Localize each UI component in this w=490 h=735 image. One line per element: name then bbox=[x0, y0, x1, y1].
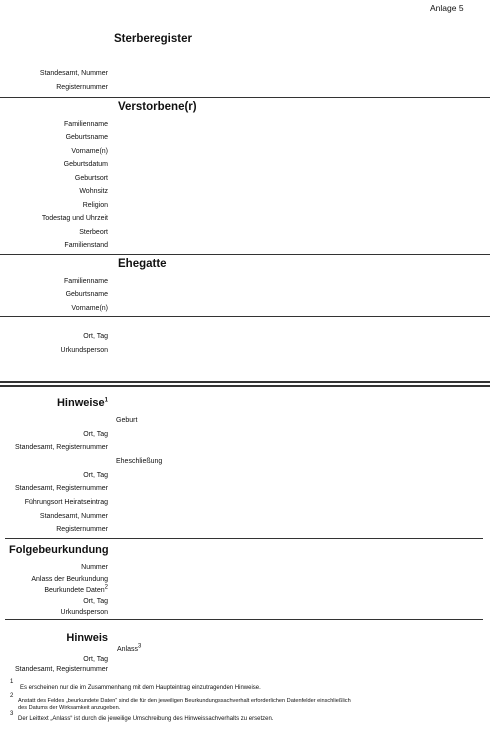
section-verstorbene-heading: Verstorbene(r) bbox=[118, 101, 197, 113]
field-urkundsperson: Urkundsperson bbox=[60, 347, 108, 354]
divider bbox=[0, 316, 490, 317]
field-standesamt-nummer: Standesamt, Nummer bbox=[39, 70, 108, 77]
divider bbox=[0, 97, 490, 98]
hinweise-ehe-label: Eheschließung bbox=[116, 458, 163, 465]
footnote-1-text: Es erscheinen nur die im Zusammenhang mit dem Haupteintrag einzutragenden Hinweise. bbox=[20, 685, 261, 691]
anlage-label: Anlage 5 bbox=[430, 3, 464, 13]
field-hinweis-standesamt: Standesamt, Registernummer bbox=[15, 666, 108, 673]
field-folge-ort-tag: Ort, Tag bbox=[83, 598, 108, 605]
field-ort-tag: Ort, Tag bbox=[83, 333, 108, 340]
hinweise-heading-text: Hinweise bbox=[56, 397, 105, 409]
field-familienstand: Familienstand bbox=[64, 242, 108, 249]
field-ehegatte-familienname: Familienname bbox=[64, 278, 108, 285]
footnote-2-text-line2: des Datums der Wirksamkeit anzugeben. bbox=[18, 705, 121, 711]
section-ehegatte-heading: Ehegatte bbox=[118, 258, 167, 270]
field-ehegatte-geburtsname: Geburtsname bbox=[65, 291, 108, 298]
field-folge-daten bbox=[44, 584, 108, 595]
field-folge-nummer: Nummer bbox=[81, 564, 108, 571]
footnote-2-number: 2 bbox=[10, 693, 14, 699]
footnote-2-text-line1: Anstatt des Feldes „beurkundete Daten“ sind die für den jeweiligen Beurkundungssachverhalt erforderlichen Datenfelder einschließlich bbox=[18, 698, 351, 704]
field-geburtsort: Geburtsort bbox=[74, 175, 108, 182]
field-folge-urkundsperson: Urkundsperson bbox=[60, 609, 108, 616]
field-religion: Religion bbox=[82, 202, 108, 209]
field-ehe-standesamt-registernummer: Standesamt, Registernummer bbox=[15, 485, 108, 492]
field-geburtsname: Geburtsname bbox=[65, 134, 108, 141]
double-divider-top bbox=[0, 381, 490, 383]
footnote-1-number: 1 bbox=[10, 679, 14, 685]
divider bbox=[5, 619, 483, 620]
field-wohnsitz: Wohnsitz bbox=[79, 188, 108, 195]
field-ehe-ort-tag: Ort, Tag bbox=[83, 472, 108, 479]
folge-daten-text: Beurkundete Daten bbox=[44, 587, 105, 594]
footnote-ref-1: 1 bbox=[104, 397, 108, 404]
double-divider-bottom bbox=[0, 385, 490, 387]
section-hinweise-heading bbox=[57, 397, 108, 410]
field-vornamen: Vorname(n) bbox=[71, 148, 108, 155]
field-sterbeort: Sterbeort bbox=[79, 229, 108, 236]
hinweis-anlass-text: Anlass bbox=[117, 646, 139, 653]
hinweis-anlass bbox=[117, 643, 142, 654]
field-ehegatte-vornamen: Vorname(n) bbox=[71, 305, 108, 312]
footnote-3-number: 3 bbox=[10, 711, 14, 717]
footnote-ref-2: 2 bbox=[104, 584, 108, 591]
footnote-3-text: Der Leittext „Anlass“ ist durch die jeweilige Umschreibung des Hinweissachverhalts zu ersetzen. bbox=[18, 716, 274, 722]
field-ehe-fuehrungsort: Führungsort Heiratseintrag bbox=[24, 499, 108, 506]
page-title: Sterberegister bbox=[114, 33, 192, 45]
field-geburt-ort-tag: Ort, Tag bbox=[83, 431, 108, 438]
field-ehe-standesamt-nummer: Standesamt, Nummer bbox=[39, 513, 108, 520]
field-geburt-standesamt: Standesamt, Registernummer bbox=[15, 444, 108, 451]
field-hinweis-ort-tag: Ort, Tag bbox=[83, 656, 108, 663]
field-folge-anlass: Anlass der Beurkundung bbox=[31, 576, 108, 583]
section-folge-heading: Folgebeurkundung bbox=[9, 544, 109, 556]
field-ehe-registernummer: Registernummer bbox=[56, 526, 108, 533]
divider bbox=[5, 538, 483, 539]
hinweise-geburt-label: Geburt bbox=[116, 417, 138, 424]
divider bbox=[0, 254, 490, 255]
footnote-ref-3: 3 bbox=[138, 643, 142, 650]
field-registernummer: Registernummer bbox=[56, 84, 108, 91]
field-geburtsdatum: Geburtsdatum bbox=[63, 161, 108, 168]
field-familienname: Familienname bbox=[64, 121, 108, 128]
field-todestag: Todestag und Uhrzeit bbox=[41, 215, 108, 222]
section-hinweis-heading: Hinweis bbox=[66, 632, 108, 644]
